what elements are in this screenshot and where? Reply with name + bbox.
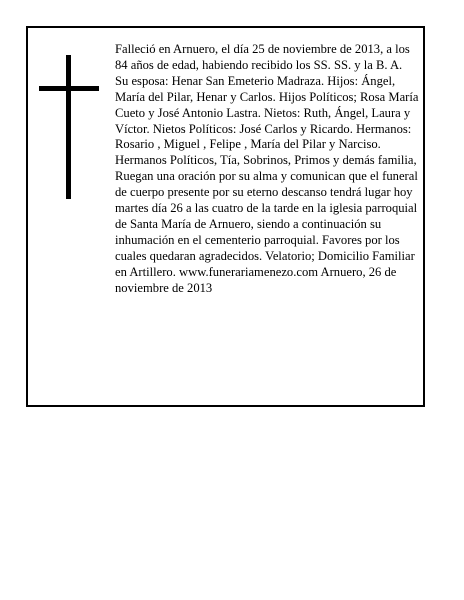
cross-horizontal-bar <box>39 86 99 91</box>
cross-icon <box>39 55 99 199</box>
family-list: Su esposa: Henar San Emeterio Madraza. Hijos: Ángel, María del Pilar, Henar y Carlos. Hijos Políticos; Rosa María Cueto y José Antonio Lastra. Nietos: Ruth, Ángel, Laura y Víctor. Nietos Políticos: José Carlos y Ricardo. Hermanos: Rosario , Miguel , Felipe , María del Pilar y Narciso. Hermanos Políticos, Tía, Sobrinos, Primos y demás familia, <box>115 73 419 168</box>
obituary-text <box>115 42 421 297</box>
funeral-details: Ruegan una oración por su alma y comunican que el funeral de cuerpo presente por su eterno descanso tendrá lugar hoy martes día 26 a las cuatro de la tarde en la iglesia parroquial de Santa María de Arnuero, siendo a continuación su inhumación en el cementerio parroquial. Favores por los cuales quedaran agradecidos. Velatorio; Domicilio Familiar en Artillero. www.funerariamenezo.com Arnuero, 26 de noviembre de 2013 <box>115 169 418 295</box>
death-announcement: Falleció en Arnuero, el día 25 de noviembre de 2013, a los 84 años de edad, habiendo recibido los SS. SS. y la B. A. <box>115 42 410 72</box>
obituary-notice <box>26 26 425 407</box>
cross-vertical-bar <box>66 55 71 199</box>
